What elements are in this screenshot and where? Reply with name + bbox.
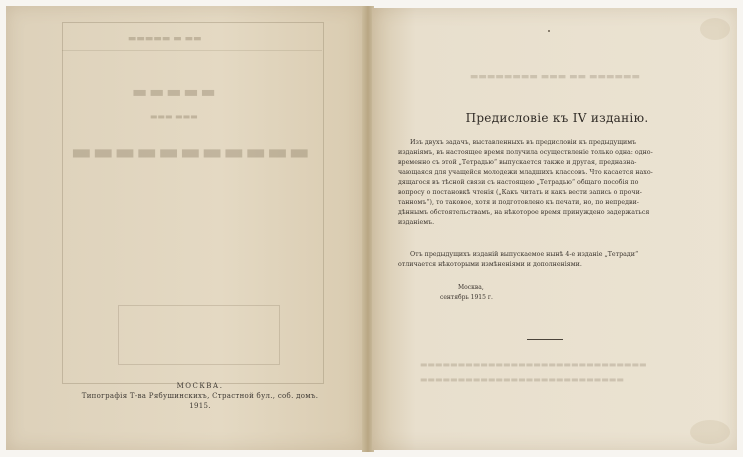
show-through-mark: ▬▬▬▬▬ bbox=[130, 82, 216, 101]
signature-city: Москва, bbox=[458, 284, 484, 291]
page-speck bbox=[548, 30, 550, 32]
paragraph-line: дѣннымъ обстоятельствамъ, на нѣкоторое время принуждено задержаться bbox=[398, 209, 650, 216]
page-stain bbox=[690, 420, 730, 444]
paragraph-line: вопросу о постановкѣ чтенія („Какъ читать и какъ вести запись о прочи- bbox=[398, 189, 642, 196]
paragraph-line: чающаяся для учащейся молодежи младшихъ классовъ. Что касается нахо- bbox=[398, 169, 653, 176]
show-through-mark: ▬▬▬▬▬▬▬▬▬▬▬▬▬▬▬▬▬▬▬▬▬▬▬▬▬▬▬ bbox=[420, 375, 625, 384]
show-through-mark: ▬▬▬▬▬▬ ▬▬ ▬▬▬ ▬▬▬▬▬▬▬▬ bbox=[470, 72, 641, 82]
paragraph-line: изданіемъ. bbox=[398, 219, 435, 226]
imprint-press: Типографія Т-ва Рябушинскихъ, Страстной бул., соб. домъ. bbox=[81, 392, 319, 400]
imprint-city: МОСКВА. bbox=[176, 382, 224, 390]
paragraph-line: изданіямъ, въ настоящее время получила осуществленіе только одна: одно- bbox=[398, 149, 653, 156]
show-through-rule bbox=[62, 50, 322, 51]
paragraph-line: Отъ предыдущихъ изданій выпускаемое нынѣ 4-е изданіе „Тетради“ bbox=[410, 251, 639, 258]
signature-date: сентябрь 1915 г. bbox=[440, 294, 493, 301]
show-through-mark: ▬▬ ▬ ▬▬▬▬▬ bbox=[128, 34, 202, 44]
show-through-mark: ▬▬▬▬▬▬▬▬▬▬▬▬▬▬▬▬▬▬▬▬▬▬▬▬▬▬▬▬▬▬ bbox=[420, 360, 647, 369]
preface-paragraph-1 bbox=[398, 138, 720, 228]
show-through-mark: ▬▬▬ ▬▬▬ bbox=[150, 112, 198, 121]
paragraph-line: Изъ двухъ задачъ, выставленныхъ въ предисловіи къ предыдущимъ bbox=[410, 139, 637, 146]
page-stain bbox=[700, 18, 730, 40]
preface-paragraph-2 bbox=[398, 250, 720, 270]
show-through-mark: ▬▬▬▬▬▬▬▬▬▬▬ bbox=[70, 140, 310, 165]
closing-rule bbox=[527, 339, 563, 340]
show-through-box bbox=[118, 305, 280, 365]
page-title: Предисловіе къ IV изданію. bbox=[465, 111, 649, 125]
paragraph-line: танномъ“), то таковое, хотя и подготовлено къ печати, но, по непредви- bbox=[398, 199, 639, 206]
paragraph-line: временно съ этой „Тетрадью“ выпускается также и другая, предназна- bbox=[398, 159, 637, 166]
paragraph-line: дящагося въ тѣсной связи съ настоящею „Тетрадью“ общаго пособія по bbox=[398, 179, 639, 186]
paragraph-line: отличается нѣкоторыми измѣненіями и дополненіями. bbox=[398, 261, 582, 268]
imprint-year: 1915. bbox=[189, 402, 211, 410]
